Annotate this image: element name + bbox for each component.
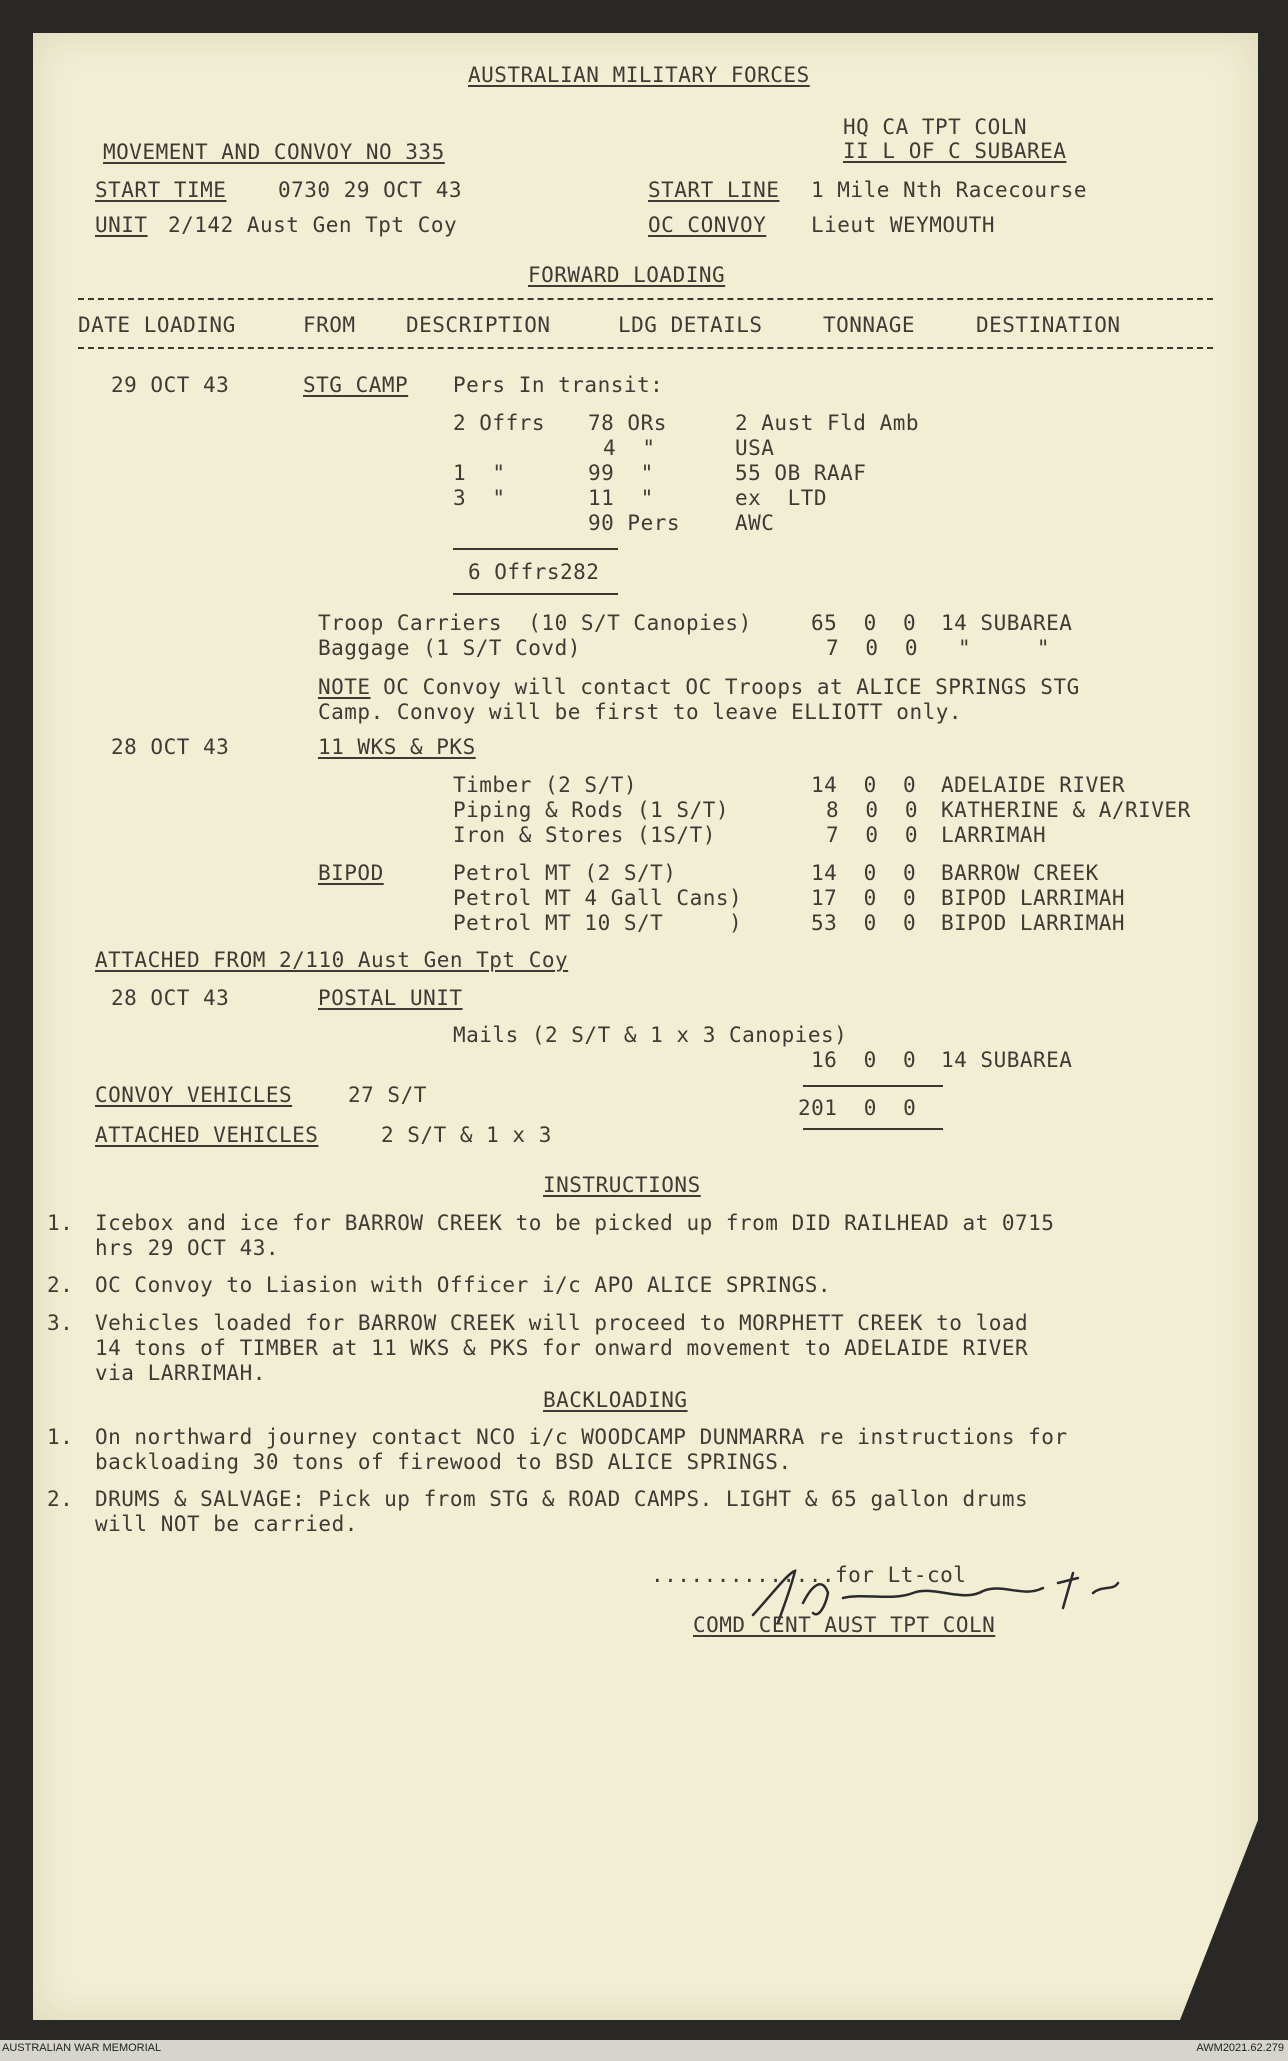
pers-ors: 99 "	[588, 461, 654, 485]
section1-date: 29 OCT 43	[111, 373, 230, 397]
section1-desc: Pers In transit:	[453, 373, 664, 397]
instruction-number: 1.	[47, 1211, 74, 1235]
total-rule	[803, 1085, 943, 1087]
note-line-2: Camp. Convoy will be first to leave ELLIOTT only.	[318, 700, 963, 724]
backloading-text: On northward journey contact NCO i/c WOODCAMP DUNMARRA re instructions for	[95, 1425, 1068, 1449]
forward-loading-heading: FORWARD LOADING	[528, 263, 726, 287]
pers-ors: 90 Pers	[588, 511, 681, 535]
pers-unit: USA	[735, 436, 775, 460]
load-dest: LARRIMAH	[941, 823, 1047, 847]
baggage-tonnage: 7 0 0	[826, 636, 919, 660]
oc-convoy-value: Lieut WEYMOUTH	[811, 213, 996, 237]
instructions-heading: INSTRUCTIONS	[543, 1173, 701, 1197]
load-desc: Petrol MT 10 S/T )	[453, 911, 743, 935]
subtotal-rule	[453, 593, 618, 595]
section1-from: STG CAMP	[303, 373, 409, 397]
pers-ors: 4 "	[603, 436, 656, 460]
load-dest: BARROW CREEK	[941, 861, 1099, 885]
section2-date: 28 OCT 43	[111, 735, 230, 759]
load-tonnage: 7 0 0	[826, 823, 919, 847]
instruction-number: 3.	[47, 1311, 74, 1335]
start-line-value: 1 Mile Nth Racecourse	[811, 178, 1088, 202]
load-dest: BIPOD LARRIMAH	[941, 886, 1126, 910]
instruction-text: Vehicles loaded for BARROW CREEK will proceed to MORPHETT CREEK to load	[95, 1311, 1029, 1335]
instruction-text: via LARRIMAH.	[95, 1361, 266, 1385]
convoy-vehicles-label: CONVOY VEHICLES	[95, 1083, 293, 1107]
pers-ors: 11 "	[588, 486, 654, 510]
pers-total: 6 Offrs282	[468, 560, 600, 584]
load-desc: Piping & Rods (1 S/T)	[453, 798, 730, 822]
backloading-number: 2.	[47, 1487, 74, 1511]
pers-offrs: 2 Offrs	[453, 411, 546, 435]
load-desc: Petrol MT 4 Gall Cans)	[453, 886, 743, 910]
backloading-heading: BACKLOADING	[543, 1388, 688, 1412]
column-header-description: DESCRIPTION	[406, 313, 551, 337]
hq-line-2: II L OF C SUBAREA	[843, 139, 1067, 163]
attached-vehicles-label: ATTACHED VEHICLES	[95, 1123, 319, 1147]
convoy-vehicles-value: 27 S/T	[348, 1083, 427, 1107]
note-line-1: OC Convoy will contact OC Troops at ALICE SPRINGS STG	[370, 675, 1080, 699]
instruction-text: 14 tons of TIMBER at 11 WKS & PKS for onward movement to ADELAIDE RIVER	[95, 1336, 1029, 1360]
instruction-text: OC Convoy to Liasion with Officer i/c APO ALICE SPRINGS.	[95, 1273, 832, 1297]
load-dest: BIPOD LARRIMAH	[941, 911, 1126, 935]
document-page	[33, 33, 1258, 2020]
footer-accession-number: AWM2021.62.279	[1196, 2042, 1284, 2054]
start-time-value: 0730 29 OCT 43	[278, 178, 463, 202]
pers-unit: AWC	[735, 511, 775, 535]
signature-for-line: ..............for Lt-col	[651, 1563, 967, 1587]
instruction-text: hrs 29 OCT 43.	[95, 1236, 280, 1260]
start-line-label: START LINE	[648, 178, 780, 202]
section3-date: 28 OCT 43	[111, 986, 230, 1010]
backloading-text: will NOT be carried.	[95, 1512, 358, 1536]
section3-from: POSTAL UNIT	[318, 986, 463, 1010]
note-label: NOTE	[318, 675, 371, 699]
unit-value: 2/142 Aust Gen Tpt Coy	[168, 213, 458, 237]
load-desc: Iron & Stores (1S/T)	[453, 823, 716, 847]
bipod-label: BIPOD	[318, 861, 384, 885]
section2-from: 11 WKS & PKS	[318, 735, 476, 759]
column-header-date: DATE LOADING	[78, 313, 236, 337]
pers-unit: 55 OB RAAF	[735, 461, 867, 485]
load-tonnage: 53 0 0	[811, 911, 917, 935]
divider	[78, 298, 1213, 300]
total-rule	[803, 1128, 943, 1130]
start-time-label: START TIME	[95, 178, 227, 202]
load-dest: ADELAIDE RIVER	[941, 773, 1126, 797]
backloading-number: 1.	[47, 1425, 74, 1449]
unit-label: UNIT	[95, 213, 148, 237]
column-header-ldg-details: LDG DETAILS	[618, 313, 763, 337]
load-tonnage: 17 0 0	[811, 886, 917, 910]
document-title: AUSTRALIAN MILITARY FORCES	[468, 63, 810, 87]
load-desc: Petrol MT (2 S/T)	[453, 861, 677, 885]
hq-line-1: HQ CA TPT COLN	[843, 115, 1028, 139]
baggage-desc: Baggage (1 S/T Covd)	[318, 636, 581, 660]
column-header-from: FROM	[303, 313, 356, 337]
signature-title: COMD CENT AUST TPT COLN	[693, 1613, 996, 1637]
pers-unit: 2 Aust Fld Amb	[735, 411, 920, 435]
pers-offrs: 3 "	[453, 486, 506, 510]
load-dest: 14 SUBAREA	[941, 1048, 1073, 1072]
movement-number: MOVEMENT AND CONVOY NO 335	[103, 140, 445, 164]
backloading-text: backloading 30 tons of firewood to BSD ALICE SPRINGS.	[95, 1450, 792, 1474]
instruction-text: Icebox and ice for BARROW CREEK to be picked up from DID RAILHEAD at 0715	[95, 1211, 1055, 1235]
load-dest: KATHERINE & A/RIVER	[941, 798, 1191, 822]
grand-total: 201 0 0	[798, 1096, 917, 1120]
troop-carriers-desc: Troop Carriers (10 S/T Canopies)	[318, 611, 752, 635]
load-tonnage: 14 0 0	[811, 773, 917, 797]
attached-from: ATTACHED FROM 2/110 Aust Gen Tpt Coy	[95, 948, 569, 972]
load-tonnage: 8 0 0	[826, 798, 919, 822]
divider	[78, 347, 1213, 349]
column-header-destination: DESTINATION	[976, 313, 1121, 337]
backloading-text: DRUMS & SALVAGE: Pick up from STG & ROAD CAMPS. LIGHT & 65 gallon drums	[95, 1487, 1029, 1511]
troop-carriers-dest: 14 SUBAREA	[941, 611, 1073, 635]
load-desc: Mails (2 S/T & 1 x 3 Canopies)	[453, 1023, 848, 1047]
instruction-number: 2.	[47, 1273, 74, 1297]
load-tonnage: 14 0 0	[811, 861, 917, 885]
pers-ors: 78 ORs	[588, 411, 667, 435]
troop-carriers-tonnage: 65 0 0	[811, 611, 917, 635]
subtotal-rule	[453, 548, 618, 550]
oc-convoy-label: OC CONVOY	[648, 213, 767, 237]
baggage-dest: " "	[958, 636, 1051, 660]
load-tonnage: 16 0 0	[811, 1048, 917, 1072]
pers-offrs: 1 "	[453, 461, 506, 485]
attached-vehicles-value: 2 S/T & 1 x 3	[381, 1123, 552, 1147]
column-header-tonnage: TONNAGE	[823, 313, 916, 337]
pers-unit: ex LTD	[735, 486, 828, 510]
load-desc: Timber (2 S/T)	[453, 773, 638, 797]
footer-archive-name: AUSTRALIAN WAR MEMORIAL	[2, 2042, 162, 2054]
folded-corner	[1180, 1820, 1258, 2020]
